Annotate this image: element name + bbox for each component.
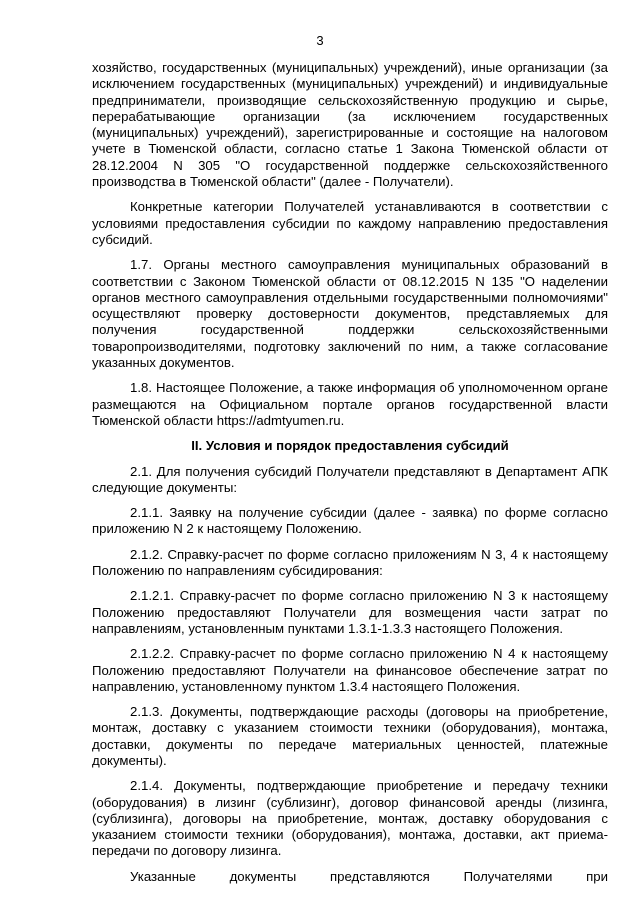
paragraph-2-1-1: 2.1.1. Заявку на получение субсидии (далее - заявка) по форме согласно приложению N 2 к настоящему Положению. bbox=[92, 505, 608, 537]
paragraph-2-1-2-1: 2.1.2.1. Справку-расчет по форме согласно приложению N 3 к настоящему Положению предоставляют Получатели для возмещения части затрат по направлениям, установленным пунктами 1.3.1-1.3.3 настоящего Положения. bbox=[92, 588, 608, 636]
paragraph-documents-submitted: Указанные документы представляются Получателями при bbox=[130, 868, 608, 884]
document-body bbox=[92, 60, 608, 885]
page-number: 3 bbox=[316, 33, 324, 48]
paragraph-2-1: 2.1. Для получения субсидий Получатели представляют в Департамент АПК следующие документы: bbox=[92, 463, 608, 495]
paragraph-recipient-categories: Конкретные категории Получателей устанавливаются в соответствии с условиями предоставления субсидии по каждому направлению предоставления субсидий. bbox=[92, 199, 608, 247]
paragraph-2-1-2: 2.1.2. Справку-расчет по форме согласно приложениям N 3, 4 к настоящему Положению по направлениям субсидирования: bbox=[92, 546, 608, 579]
paragraph-2-1-2-2: 2.1.2.2. Справку-расчет по форме согласно приложению N 4 к настоящему Положению предоставляют Получатели на финансовое обеспечение затрат по направлению, установленному пунктом 1.3.4 настоящего Положения. bbox=[92, 646, 608, 694]
paragraph-recipients-definition: хозяйство, государственных (муниципальных) учреждений), иные организации (за исключением государственных (муниципальных) учреждений) и индивидуальные предприниматели, производящие сельскохозяйственную продукцию и сырье, перерабатывающие организации (за исключением государственных (муниципальных) учреждений), зарегистрированные и состоящие на налоговом учете в Тюменской области, согласно статье 1 Закона Тюменской области от 28.12.2004 N 305 "О государственной поддержке сельскохозяйственного производства в Тюменской области" (далее - Получатели). bbox=[92, 60, 608, 190]
paragraph-1-7: 1.7. Органы местного самоуправления муниципальных образований в соответствии с Законом Тюменской области от 08.12.2015 N 135 "О наделении органов местного самоуправления отдельными государственными полномочиями" осуществляют проверку достоверности документов, представляемых для получения государственной поддержки сельскохозяйственными товаропроизводителями, подготовку заключений по ним, а также согласование указанных документов. bbox=[92, 257, 608, 371]
paragraph-2-1-3: 2.1.3. Документы, подтверждающие расходы (договоры на приобретение, монтаж, доставку с указанием стоимости техники (оборудования), монтажа, доставки, документы по передаче материальных ценностей, платежные документы). bbox=[92, 704, 608, 768]
paragraph-1-8: 1.8. Настоящее Положение, а также информация об уполномоченном органе размещаются на Официальном портале органов государственной власти Тюменской области https://admtyumen.ru. bbox=[92, 380, 608, 428]
section-heading: II. Условия и порядок предоставления субсидий bbox=[191, 438, 509, 454]
paragraph-2-1-4: 2.1.4. Документы, подтверждающие приобретение и передачу техники (оборудования) в лизинг (сублизинг), договор финансовой аренды (лизинга, (сублизинга), договоры на приобретение, монтаж, доставку оборудования с указанием стоимости техники (оборудования), монтажа, доставки, акт приема-передачи по договору лизинга. bbox=[92, 778, 608, 859]
